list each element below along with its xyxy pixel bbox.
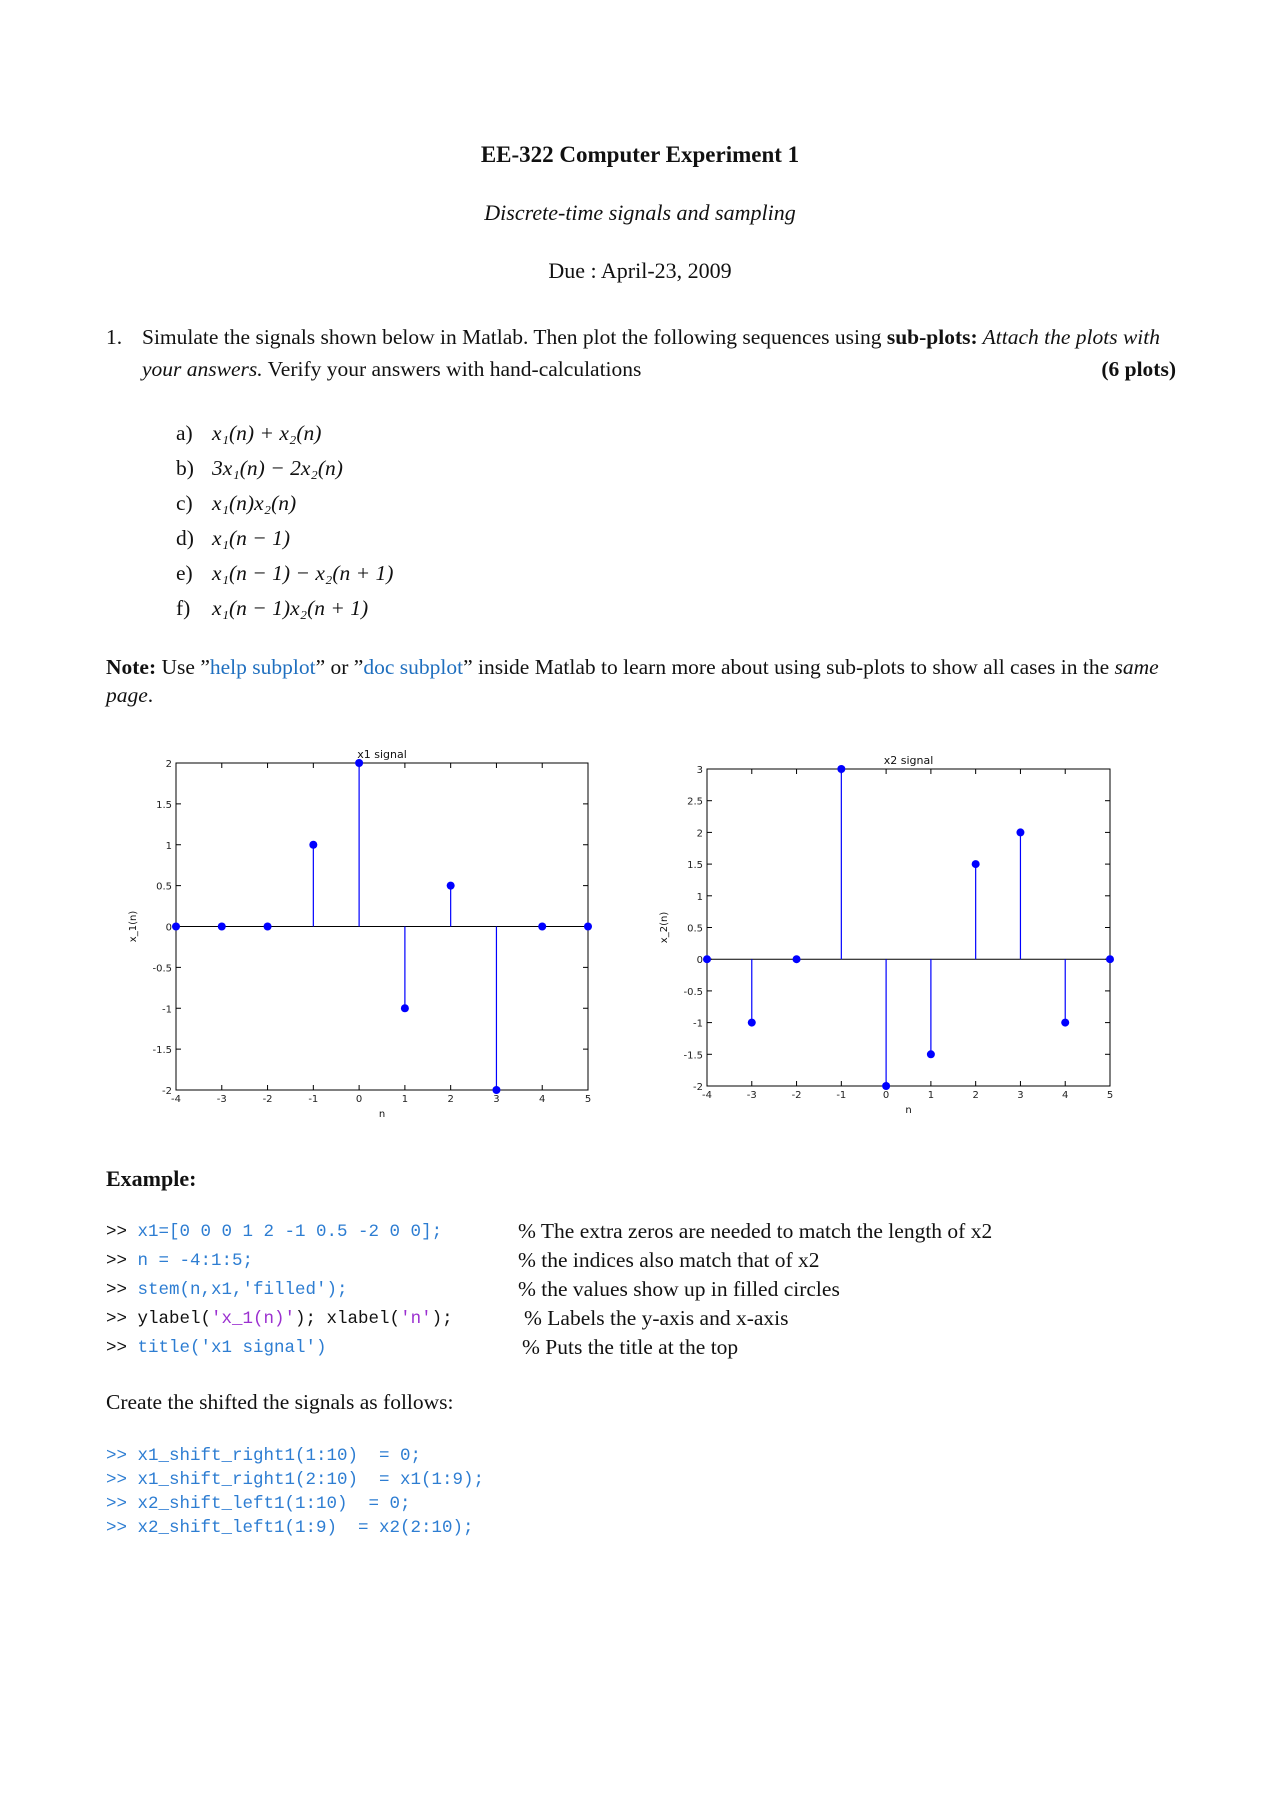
due-date: Due : April-23, 2009 — [548, 258, 732, 283]
note-text: . — [147, 683, 154, 707]
note-label: Note: — [106, 655, 157, 679]
stem-marker — [401, 1004, 409, 1012]
code-line: >> n = -4:1:5; — [106, 1251, 254, 1271]
x-tick-label: 4 — [539, 1094, 546, 1105]
list-item — [176, 556, 393, 591]
shift-heading: Create the shifted the signals as follows: — [106, 1390, 454, 1414]
y-tick-label: 2 — [696, 828, 703, 840]
page-title: EE-322 Computer Experiment 1 — [480, 142, 800, 167]
stem-marker — [972, 860, 980, 868]
x-axis-label: n — [905, 1105, 912, 1116]
chart-title: x1 signal — [357, 748, 407, 761]
stem-marker — [793, 955, 801, 963]
item-expression: 3x₁(n) − 2x₂(n) — [212, 456, 343, 480]
y-tick-label: 2.5 — [687, 796, 703, 808]
stem-marker — [447, 882, 455, 890]
y-tick-label: 0 — [165, 922, 172, 934]
code-comment: % Labels the y-axis and x-axis — [524, 1306, 789, 1330]
y-tick-label: -2 — [693, 1082, 703, 1093]
x-tick-label: 1 — [927, 1090, 935, 1101]
x2-signal-chart — [650, 740, 1140, 1130]
item-label: e) — [176, 561, 193, 585]
code-line: >> x1=[0 0 0 1 2 -1 0.5 -2 0 0]; — [106, 1222, 443, 1242]
x-tick-label: -1 — [836, 1090, 847, 1101]
y-tick-label: 1 — [696, 891, 703, 903]
y-tick-label: -1 — [693, 1018, 703, 1030]
x-tick-label: -4 — [702, 1090, 712, 1101]
shift-code-line: >> x1_shift_right1(1:10) = 0; — [106, 1446, 422, 1466]
y-tick-label: 0 — [696, 955, 703, 967]
code-comment: % the values show up in filled circles — [518, 1277, 840, 1301]
item-label: c) — [176, 491, 193, 515]
x-tick-label: 2 — [972, 1090, 979, 1101]
stem-marker — [218, 923, 226, 931]
sequence-list — [176, 416, 393, 626]
x-tick-label: -2 — [262, 1094, 273, 1105]
x-tick-label: 0 — [355, 1094, 363, 1105]
x-tick-label: -4 — [171, 1094, 181, 1105]
item-label: f) — [176, 596, 191, 620]
stem-marker — [1106, 955, 1114, 963]
x-tick-label: 5 — [584, 1094, 592, 1105]
y-tick-label: -0.5 — [683, 986, 703, 998]
list-item — [176, 486, 393, 521]
y-axis-label: x_1(n) — [128, 910, 139, 943]
y-tick-label: -2 — [162, 1086, 172, 1097]
list-item — [176, 451, 393, 486]
item-label: d) — [176, 526, 194, 550]
page-subtitle: Discrete-time signals and sampling — [484, 200, 796, 225]
item-label: b) — [176, 456, 194, 480]
question-number: 1. — [106, 325, 123, 349]
question-marks: (6 plots) — [1101, 357, 1176, 381]
list-item — [176, 591, 393, 626]
stem-marker — [584, 923, 592, 931]
stem-marker — [703, 955, 711, 963]
y-tick-label: -1.5 — [152, 1045, 172, 1057]
question-text: Simulate the signals shown below in Matlab. Then plot the following sequences using — [142, 325, 887, 349]
x-tick-label: 1 — [401, 1094, 409, 1105]
code-comment: % Puts the title at the top — [522, 1335, 739, 1359]
x1-signal-chart — [120, 740, 610, 1130]
note-text: ” or ” — [315, 655, 364, 679]
y-tick-label: 1.5 — [687, 860, 703, 872]
stem-marker — [1061, 1019, 1069, 1027]
question-bold: sub-plots: — [886, 325, 978, 349]
code-line: >> ylabel('x_1(n)'); xlabel('n'); — [106, 1309, 453, 1329]
x-axis-label: n — [378, 1109, 386, 1120]
code-comment: % the indices also match that of x2 — [518, 1248, 820, 1272]
stem-marker — [927, 1050, 935, 1058]
stem-marker — [309, 841, 317, 849]
stem-marker — [172, 923, 180, 931]
x-tick-label: -3 — [216, 1094, 227, 1105]
list-item — [176, 521, 393, 556]
stem-marker — [538, 923, 546, 931]
shift-code-line: >> x1_shift_right1(2:10) = x1(1:9); — [106, 1470, 485, 1490]
stem-marker — [837, 765, 845, 773]
code-comment: % The extra zeros are needed to match the length of x2 — [518, 1219, 993, 1243]
question-text-2: Verify your answers with hand-calculations — [262, 357, 642, 381]
chart-title: x2 signal — [883, 754, 934, 767]
question-1 — [106, 321, 1176, 385]
note — [106, 653, 1186, 709]
x-tick-label: 2 — [447, 1094, 454, 1105]
y-tick-label: -1.5 — [683, 1050, 703, 1062]
y-tick-label: 0.5 — [687, 923, 703, 935]
item-expression: x₁(n) + x₂(n) — [212, 421, 322, 445]
item-expression: x₁(n)x₂(n) — [212, 491, 297, 515]
x-tick-label: -2 — [791, 1090, 802, 1101]
note-italic: same page — [106, 655, 1159, 707]
code-line: >> title('x1 signal') — [106, 1338, 327, 1358]
item-expression: x₁(n − 1) — [212, 526, 291, 550]
x-tick-label: -1 — [308, 1094, 319, 1105]
stem-marker — [1016, 828, 1024, 836]
y-tick-label: 1 — [165, 840, 172, 852]
stem-marker — [492, 1086, 500, 1094]
item-expression: x₁(n − 1)x₂(n + 1) — [212, 596, 369, 620]
y-axis-label: x_2(n) — [659, 911, 670, 944]
x-tick-label: 4 — [1062, 1090, 1069, 1101]
stem-marker — [748, 1019, 756, 1027]
plot-frame — [707, 769, 1110, 1086]
y-tick-label: 3 — [696, 765, 703, 776]
x-tick-label: 5 — [1106, 1090, 1114, 1101]
note-text: Use ” — [156, 655, 210, 679]
note-text: ” inside Matlab to learn more about using sub-plots to show all cases in the — [463, 655, 1115, 679]
x-tick-label: 3 — [493, 1094, 500, 1105]
y-tick-label: 0.5 — [156, 881, 172, 893]
shift-code-line: >> x2_shift_left1(1:9) = x2(2:10); — [106, 1518, 474, 1538]
stem-marker — [264, 923, 272, 931]
y-tick-label: 2 — [165, 759, 172, 770]
help-subplot-link[interactable]: help subplot — [209, 655, 316, 679]
item-expression: x₁(n − 1) − x₂(n + 1) — [212, 561, 394, 585]
x-tick-label: 3 — [1017, 1090, 1024, 1101]
list-item — [176, 416, 393, 451]
doc-subplot-link[interactable]: doc subplot — [363, 655, 464, 679]
y-tick-label: -1 — [162, 1004, 172, 1016]
y-tick-label: -0.5 — [152, 963, 172, 975]
item-label: a) — [176, 421, 193, 445]
code-line: >> stem(n,x1,'filled'); — [106, 1280, 348, 1300]
x-tick-label: -3 — [746, 1090, 757, 1101]
stem-marker — [882, 1082, 890, 1090]
question-italic: Attach the plots with your answers. — [142, 325, 1161, 381]
x-tick-label: 0 — [882, 1090, 890, 1101]
y-tick-label: 1.5 — [156, 799, 172, 811]
shift-code-line: >> x2_shift_left1(1:10) = 0; — [106, 1494, 411, 1514]
example-heading: Example: — [106, 1166, 197, 1191]
